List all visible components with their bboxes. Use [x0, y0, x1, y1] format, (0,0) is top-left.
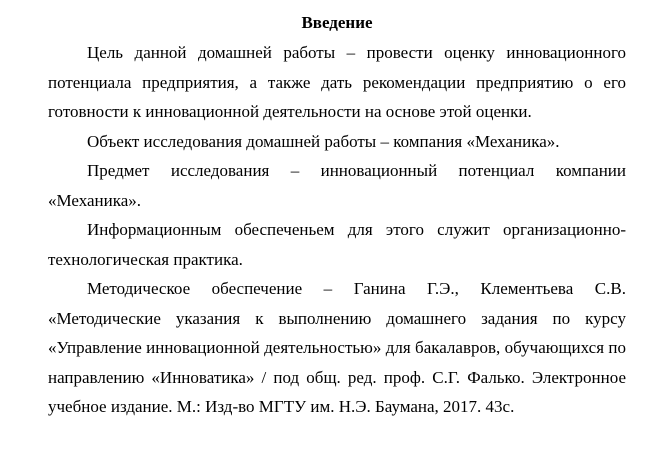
paragraph-object: Объект исследования домашней работы – компания «Механика».: [87, 131, 560, 151]
document-page: [48, 12, 626, 422]
paragraph-goal: Цель данной домашней работы – провести оценку инновационного потенциала предприятия, а также дать рекомендации предприятию о его готовности к инновационной деятельности на основе этой оценки.: [48, 43, 626, 121]
paragraph-subject: Предмет исследования – инновационный потенциал компании «Механика».: [48, 161, 626, 210]
paragraph-methodical-support: Методическое обеспечение – Ганина Г.Э., Клементьева С.В. «Методические указания к выполнению домашнего задания по курсу «Управление инновационной деятельностью» для бакалавров, обучающихся по направлению «Инноватика» / под общ. ред. проф. С.Г. Фалько. Электронное учебное издание. М.: Изд-во МГТУ им. Н.Э. Баумана, 2017. 43с.: [48, 279, 626, 416]
section-heading: Введение: [301, 13, 373, 32]
paragraph-information-support: Информационным обеспеченьем для этого служит организационно-технологическая практика.: [48, 220, 626, 269]
